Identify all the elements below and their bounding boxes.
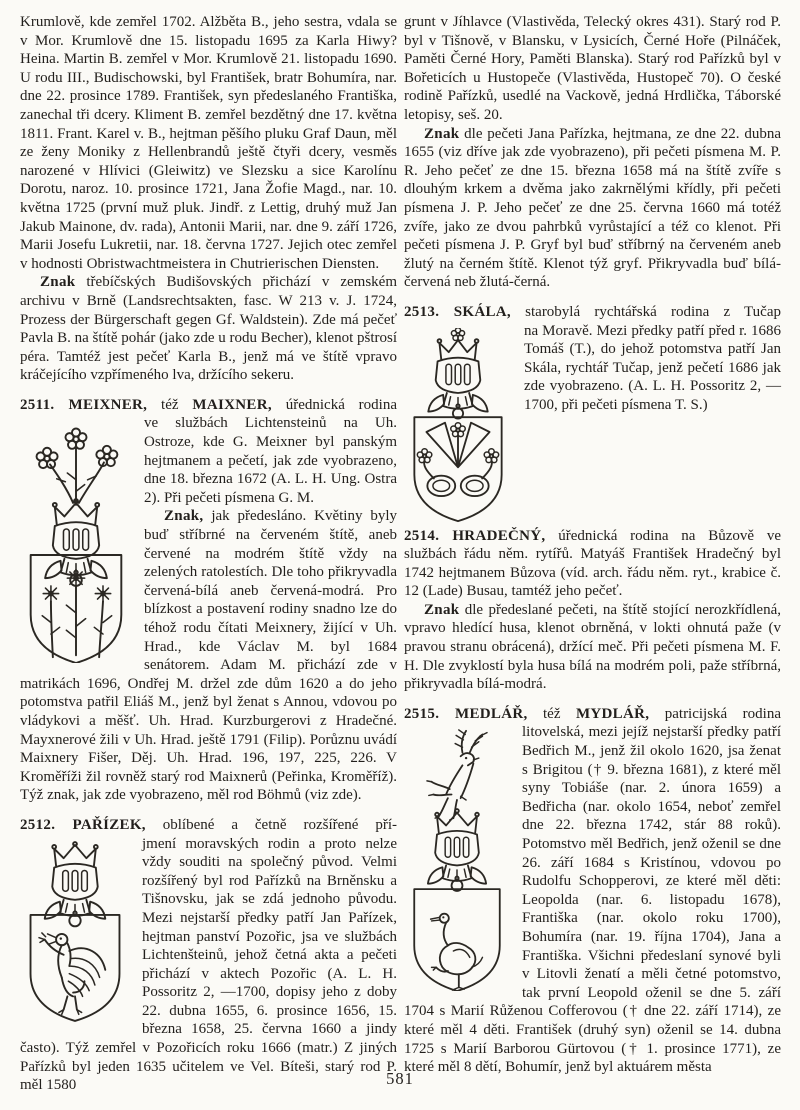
entry-2513-body: na Moravě. Mezi předky patří před r. 1686 Tomáš (T.), do jehož potomstva patří Jan Skála, rychtář Tučap, jenž pečetí 1686 jak zde vyobrazeno. (A. L. H. Possoritz 2, —1700, při pečeti písmena T. S.) bbox=[524, 322, 781, 413]
paragraph-parizek-znak bbox=[404, 125, 781, 292]
entry-2515-heading bbox=[404, 705, 781, 724]
znak-lead-word: Znak bbox=[424, 125, 460, 142]
skala-coat-of-arms-illustration bbox=[406, 328, 510, 523]
entry-heading-rest: patricijská rodina bbox=[649, 705, 781, 722]
right-column bbox=[404, 13, 781, 1077]
entry-2514-znak-paragraph bbox=[404, 601, 781, 694]
znak-body-text: dle pečeti Jana Pařízka, hejtmana, ze dne 22. dubna 1655 (viz dříve jak zde vyobrazeno), při pečeti písmena M. P. R. Jeho pečeť ze dne 15. března 1658 má na štítě zvíře s dlouhým krkem a dvěma jako zakrnělými křídly, při pečeti písmena J. P. Jeho pečeť ze dne 25. června 1660 má totéž zvíře, jako ze dvou pahrbků vyrůstající a též co klenot. Při pečeti písmena J. P. Gryf byl buď stříbrný na červeném aneb žlutý na černém štítě. Klenot týž gryf. Přikryvadla buď bílá-červená neb žlutá-černá. bbox=[404, 125, 781, 291]
entry-2513-skala bbox=[404, 303, 781, 415]
entry-number-name: 2514. HRADEČNÝ, bbox=[404, 527, 546, 544]
meixner-coat-of-arms-illustration bbox=[22, 420, 130, 663]
entry-2512-parizek bbox=[20, 816, 397, 1095]
entry-number-name: 2515. MEDLÁŘ, bbox=[404, 705, 528, 722]
entry-alt-name: MAIXNER, bbox=[192, 396, 272, 413]
paragraph-continuation-parizek: grunt v Jíhlavce (Vlastivěda, Telecký okres 431). Starý rod P. byl v Tišnově, v Blansku, v Lysicích, Černé Hoře (Pilnáček, Paměti Černé Hory, Paměti Blanska). Starý rod Pařízků byl v Bořeticích u Hustopeče (Vlastivěda, Hustopeč 70). O české rodině Pařízků, usedlé na Vackově, jedná Hrdlička, Táborské letopisy, seš. 20. bbox=[404, 14, 781, 123]
entry-conjunction: též bbox=[527, 705, 576, 722]
medlar-coat-of-arms-illustration bbox=[406, 729, 508, 991]
entry-2514-hradecny bbox=[404, 527, 781, 694]
entry-heading-rest: starobylá rychtářská rodina z Tučap bbox=[510, 303, 782, 320]
znak-body-text: třebíčských Budišovských přichází v zemském archivu v Brně (Landsrechtsakten, fasc. W 213 v. J. 1724, Prozess der Bürgerschaft gegen Gf. Waldstein). Zde má pečeť Pavla B. na štítě pohár (jako zde u rodu Becher), klenot pštrosí péra. Tamtéž jest pečeť Karla B., jenž má ve štítě vpravo kráčejícího vzpřímeného lva, držícího sekeru. bbox=[20, 274, 397, 384]
entry-2511-meixner bbox=[20, 396, 397, 805]
entry-conjunction: též bbox=[147, 396, 193, 413]
entry-alt-name: MYDLÁŘ, bbox=[575, 705, 650, 722]
znak-lead-word: Znak, bbox=[164, 508, 204, 525]
entry-number-name: 2512. PAŘÍZEK, bbox=[20, 816, 146, 833]
left-column bbox=[20, 13, 397, 1095]
znak-lead-word: Znak bbox=[40, 274, 76, 291]
entry-heading-rest: úřednická rodina bbox=[271, 396, 398, 413]
entry-2512-heading bbox=[20, 816, 397, 835]
entry-2515-medlar bbox=[404, 705, 781, 1077]
znak-lead-word: Znak bbox=[424, 601, 460, 618]
entry-2513-heading bbox=[404, 303, 781, 322]
znak-body-text: jak předesláno. Květiny byly buď stříbrné na červeném štítě, aneb červené na modrém štítě vždy na zelených ratolestích. Dle toho přikryvadla červená-bílá aneb červená-modrá. Pro blízkost a postavení rodiny snadno lze do téhož rodu čítati Meixnery, žijící v Uh. Hrad., kde Václav M. byl 1684 senátorem. Adam M. přichází zde v matrikách 1696, Ondřej M. držel zde dům 1620 a do jeho potomstva patřil Eliáš M., jenž byl ženat s Annou, vdovou po vládykovi a měšť. Uh. Hrad. Kurzburgerovi z Hradečné. Mayxnerové žili v Uh. Hrad. ještě 1791 (Filip). Porůznu uvádí Maixnery Fišer, Děj. Uh. Hrad. 196, 197, 225, 226. V Kroměříži žil rovněž starý rod Maixnerů (Peřinka, Kroměříž). Týž znak, jak zde vyobrazeno, měl rod Böhmů (viz zde). bbox=[20, 508, 397, 804]
parizek-coat-of-arms-illustration bbox=[22, 841, 128, 1023]
entry-2515-body: litovelská, mezi jejíž nejstarší předky patří Bedřich M., jenž žil okolo 1620, jsa ženat s Brigitou († 9. března 1681), z které měl syny Tobiáše (nar. 2. února 1659) a Bedřicha (nar. okolo 1654, neboť zemřel dne 22. března 1742, stár 88 roků). Potomstvo měl Bedřich, jenž oženil se dne 26. září 1684 s Kristínou, vdovou po Rudolfu Schopperovi, ze které měl děti: Leopolda (nar. 6. listopadu 1678), Františka (nar. okolo roku 1700), Bohumíra (nar. 19. října 1704), Jana a Františka. Všichni předeslaní synové byli v Litovli ženatí a měli četné potomstvo, tak první Leopold oženil se dne 5. září 1704 s Marií Růženou Cofferovou († dne 22. září 1714), ze které měl 4 děti. František (druhý syn) oženil se 14. dubna 1725 s Marií Barborou Gürtovou († 1. prosince 1771), ze které měl 8 dětí, Bohumír, jenž byl aktuárem města bbox=[404, 724, 781, 1076]
paragraph-continuation-budischowski: Krumlově, kde zemřel 1702. Alžběta B., jeho sestra, vdala se v Mor. Krumlově dne 15. listopadu 1695 za Karla Hiwy? Heina. Martin B. zemřel v Mor. Krumlově 21. listopadu 1690. U rodu III., Budischowski, byl František, bratr Bohumíra, nar. dne 22. prosince 1789. František, syn předeslaného Františka, zanechal tři dcery. Kliment B. zemřel bezdětný dne 17. května 1811. Frant. Karel v. B., hejtman pěšího pluku Graf Daun, měl ze ženy Moniky z Hellenbrandů ještě čtyři dcery, vesměs narozené v Hlívici (Gleiwitz) ve Slezsku a sice Karolínu Dorotu, naroz. 10. prosince 1721, Jana Žofie Magd., nar. 10. května 1725 (první muž pluk. Jindř. z Lettig, druhý muž Jan Jakub Mainone, dv. rada), Antonii Marii, nar. dne 9. září 1726, Marii Josefu Lukretii, nar. 18. června 1727. Jejich otec zemřel v hodnosti Obristwachtmeistera in Chutrierischen Diensten. bbox=[20, 14, 397, 272]
entry-2511-heading bbox=[20, 396, 397, 415]
entry-number-name: 2513. SKÁLA, bbox=[404, 303, 511, 320]
entry-number-name: 2511. MEIXNER, bbox=[20, 396, 148, 413]
entry-heading-rest: úřednická rodina na Bůzově ve službách řádu něm. rytířů. Matyáš František Hradečný byl 1742 hejtmanem Bůzova (víd. arch. řádu něm. ryt., krabice č. 12 (Lade) Busau, tamtéž jeho pečeť. bbox=[404, 527, 782, 600]
entry-2514-heading-paragraph bbox=[404, 527, 781, 601]
entry-2512-body: jmení moravských rodin a proto nelze vždy souditi na společný původ. Velmi rozšířený byl rod Pařízků na Brněnsku a Tišnovsku, jak se zdá jednoho původu. Mezi nejstarší předky patří Jan Pařízek, hejtman panství Pozořic, jsa ve službách Lichtenšteinů, jehož četná akta a pečeti přichází v aktech Pozořic (A. L. H. Possoritz 2, —1700, dopisy jeho z doby 22. dubna 1655, 6. prosince 1656, 15. března 1658, 25. června 1660 a jindy často). Týž zemřel v Pozořicích roku 1666 (matr.) Z jiných Pařízků byl jeden 1635 učitelem ve Vel. Bíteši, starý rod P. měl 1580 bbox=[20, 835, 397, 1094]
znak-body-text: dle předeslané pečeti, na štítě stojící nerozkřídlená, vpravo hledící husa, klenot obrněná, v lokti ohnutá paže (v pravou stranu obrácená), držící meč. Při pečeti písmena M. F. H. Dle zvyklostí byla husa bílá na modrém poli, paže stříbrná, přikryvadla bílá-modrá. bbox=[404, 601, 781, 693]
entry-2511-body: ve službách Lichtensteinů na Uh. Ostroze, kde G. Meixner byl panským hejtmanem a pečetí, jak zde vyobrazeno, dne 18. března 1672 (A. L. H. Ung. Ostra 2). Při pečeti písmena G. M. bbox=[144, 415, 397, 506]
entry-heading-rest: oblíbené a četně rozšířené pří- bbox=[145, 816, 397, 833]
paragraph-budisovsky-znak bbox=[20, 273, 397, 385]
page-number: 581 bbox=[386, 1069, 414, 1088]
